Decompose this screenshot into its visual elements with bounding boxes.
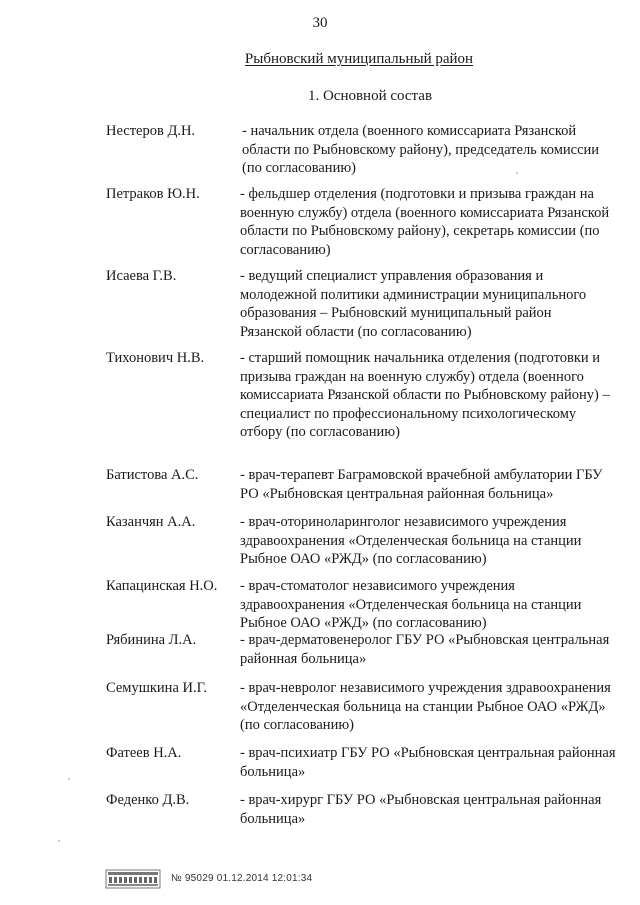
member-name: Семушкина И.Г. — [106, 680, 207, 696]
member-name: Петраков Ю.Н. — [106, 186, 200, 202]
member-role: - врач-оториноларинголог независимого учреждения здравоохранения «Отделенческая больница на станции Рыбное ОАО «РЖД» (по согласованию) — [240, 514, 582, 567]
section-title: 1. Основной состав — [307, 88, 433, 104]
footer — [105, 868, 312, 890]
member-name: Исаева Г.В. — [106, 268, 177, 284]
member-row — [106, 183, 616, 259]
member-name: Нестеров Д.Н. — [106, 123, 196, 139]
member-role: - ведущий специалист управления образования и молодежной политики администрации муниципального образования – Рыбновский муниципальный район Рязанской области (по согласованию) — [240, 268, 587, 340]
document-registration-text: № 95029 01.12.2014 12:01:34 — [171, 872, 313, 884]
member-name: Феденко Д.В. — [106, 792, 190, 808]
member-name: Рябинина Л.А. — [106, 632, 197, 648]
page-number: 30 — [312, 15, 328, 31]
member-role: - врач-терапевт Баграмовской врачебной амбулатории ГБУ РО «Рыбновская центральная районная больница» — [240, 467, 603, 502]
member-row — [106, 742, 616, 781]
scan-mark — [58, 840, 60, 842]
member-row — [106, 629, 616, 668]
member-row — [106, 789, 616, 828]
member-role: - врач-хирург ГБУ РО «Рыбновская центральная районная больница» — [240, 792, 602, 827]
registry-stamp-icon — [105, 868, 161, 890]
member-role: - старший помощник начальника отделения (подготовки и призыва граждан на военную службу) отдела (военного комиссариата Рязанской области по Рыбновскому району) – специалист по профессиональному психологическому отбору (по согласованию) — [240, 350, 610, 440]
member-role: - врач-дерматовенеролог ГБУ РО «Рыбновская центральная районная больница» — [240, 632, 610, 667]
member-row — [106, 265, 616, 341]
member-name: Тихонович Н.В. — [106, 350, 205, 366]
member-role: - врач-стоматолог независимого учреждения здравоохранения «Отделенческая больница на станции Рыбное ОАО «РЖД» (по согласованию) — [240, 578, 582, 631]
member-role: - фельдшер отделения (подготовки и призыва граждан на военную службу) отдела (военного комиссариата Рязанской области по Рыбновскому району), секретарь комиссии (по согласованию) — [240, 186, 610, 258]
member-row — [106, 120, 616, 178]
member-name: Батистова А.С. — [106, 467, 199, 483]
member-role: - врач-психиатр ГБУ РО «Рыбновская центральная районная больница» — [240, 745, 616, 780]
member-row — [106, 677, 616, 735]
member-name: Капацинская Н.О. — [106, 578, 218, 594]
member-row — [106, 575, 616, 633]
member-row — [106, 347, 616, 442]
member-name: Казанчян А.А. — [106, 514, 196, 530]
member-role: - начальник отдела (военного комиссариата Рязанской области по Рыбновскому району), председатель комиссии (по согласованию) — [242, 123, 600, 176]
scan-mark — [516, 172, 518, 174]
member-row — [106, 511, 616, 569]
scan-mark — [68, 778, 70, 780]
district-title: Рыбновский муниципальный район — [244, 51, 474, 67]
member-row — [106, 464, 616, 503]
member-name: Фатеев Н.А. — [106, 745, 182, 761]
member-role: - врач-невролог независимого учреждения здравоохранения «Отделенческая больница на станции Рыбное ОАО «РЖД» (по согласованию) — [240, 680, 611, 733]
